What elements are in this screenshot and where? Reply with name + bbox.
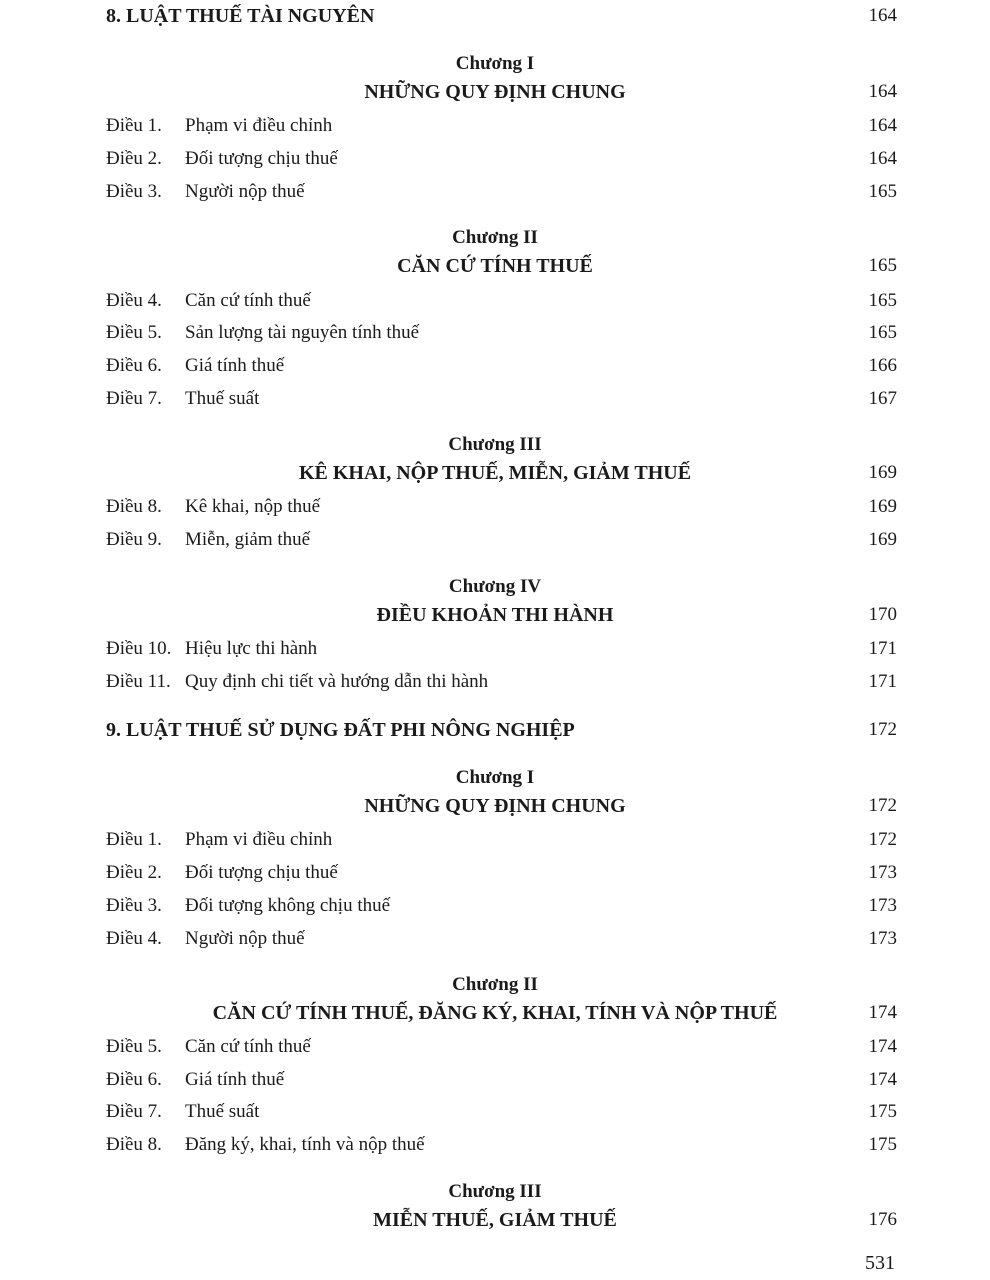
article-entry [0,144,990,174]
article-entry [0,1065,990,1095]
law-heading [0,715,990,745]
article-title: Phạm vi điều chỉnh [185,115,333,136]
article-title: Sản lượng tài nguyên tính thuế [185,322,420,343]
article-title: Đối tượng chịu thuế [185,862,338,883]
chapter-heading [0,998,990,1028]
article-label: Điều 3. [106,181,162,202]
chapter-label: Chương II [452,227,538,248]
page-ref: 165 [868,255,897,276]
page-ref: 172 [868,795,897,816]
page-ref: 165 [868,290,897,311]
page-ref: 172 [868,829,897,850]
article-title: Giá tính thuế [185,355,285,376]
law-heading [0,1,990,31]
page-ref: 173 [868,895,897,916]
page-ref: 165 [868,181,897,202]
page-ref: 171 [868,638,897,659]
chapter-title: NHỮNG QUY ĐỊNH CHUNG [364,795,626,817]
page-ref: 175 [868,1101,897,1122]
chapter-title: CĂN CỨ TÍNH THUẾ [397,255,593,277]
article-label: Điều 6. [106,355,162,376]
chapter-heading [0,600,990,630]
law-title: 9. LUẬT THUẾ SỬ DỤNG ĐẤT PHI NÔNG NGHIỆP [106,719,575,741]
article-title: Phạm vi điều chỉnh [185,829,333,850]
article-entry [0,1032,990,1062]
article-title: Hiệu lực thi hành [185,638,318,659]
chapter-heading [0,1205,990,1235]
chapter-title: KÊ KHAI, NỘP THUẾ, MIỄN, GIẢM THUẾ [298,462,692,484]
page-ref: 174 [868,1036,897,1057]
page-ref: 166 [868,355,897,376]
page-ref: 169 [868,496,897,517]
article-entry [0,318,990,348]
article-label: Điều 4. [106,928,162,949]
page-ref: 174 [868,1002,897,1023]
article-label: Điều 5. [106,322,162,343]
article-entry [0,667,990,697]
chapter-label: Chương I [455,767,535,788]
article-label: Điều 4. [106,290,162,311]
chapter-title: CĂN CỨ TÍNH THUẾ, ĐĂNG KÝ, KHAI, TÍNH VÀ NỘP THUẾ [212,1002,778,1024]
page-ref: 169 [868,462,897,483]
page-ref: 164 [868,115,897,136]
article-label: Điều 6. [106,1069,162,1090]
article-entry [0,924,990,954]
article-label: Điều 10. [106,638,172,659]
page-ref: 167 [868,388,897,409]
article-title: Căn cứ tính thuế [185,1036,311,1057]
chapter-title: NHỮNG QUY ĐỊNH CHUNG [364,81,626,103]
article-title: Người nộp thuế [185,928,305,949]
article-entry [0,1130,990,1160]
article-entry [0,525,990,555]
chapter-title: ĐIỀU KHOẢN THI HÀNH [376,604,614,626]
article-label: Điều 1. [106,115,162,136]
chapter-heading [0,791,990,821]
chapter-label: Chương II [452,974,538,995]
chapter-label: Chương I [455,53,535,74]
article-label: Điều 7. [106,388,162,409]
article-entry [0,384,990,414]
article-title: Căn cứ tính thuế [185,290,311,311]
chapter-label: Chương IV [448,576,542,597]
article-title: Kê khai, nộp thuế [185,496,321,517]
article-title: Thuế suất [185,388,260,409]
page-ref: 164 [868,81,897,102]
chapter-label: Chương III [448,434,542,455]
article-label: Điều 8. [106,1134,162,1155]
article-title: Đối tượng không chịu thuế [185,895,391,916]
chapter-title: MIỄN THUẾ, GIẢM THUẾ [373,1209,617,1231]
chapter-heading [0,458,990,488]
page-number: 531 [865,1252,895,1274]
article-label: Điều 7. [106,1101,162,1122]
article-entry [0,492,990,522]
article-entry [0,1097,990,1127]
page-ref: 173 [868,862,897,883]
article-entry [0,634,990,664]
chapter-label: Chương III [448,1181,542,1202]
page-ref: 176 [868,1209,897,1230]
article-entry [0,177,990,207]
article-label: Điều 2. [106,862,162,883]
page-ref: 174 [868,1069,897,1090]
article-title: Người nộp thuế [185,181,305,202]
article-title: Đối tượng chịu thuế [185,148,338,169]
page-ref: 172 [868,719,897,740]
article-label: Điều 8. [106,496,162,517]
page-ref: 170 [868,604,897,625]
page-ref: 164 [868,148,897,169]
article-title: Thuế suất [185,1101,260,1122]
chapter-heading [0,251,990,281]
article-entry [0,891,990,921]
article-label: Điều 11. [106,671,171,692]
page-ref: 169 [868,529,897,550]
article-entry [0,858,990,888]
page-ref: 164 [868,5,897,26]
article-label: Điều 5. [106,1036,162,1057]
page-ref: 165 [868,322,897,343]
article-entry [0,825,990,855]
article-label: Điều 9. [106,529,162,550]
chapter-heading [0,77,990,107]
page-ref: 171 [868,671,897,692]
page-ref: 173 [868,928,897,949]
article-label: Điều 2. [106,148,162,169]
article-title: Giá tính thuế [185,1069,285,1090]
article-label: Điều 1. [106,829,162,850]
article-title: Đăng ký, khai, tính và nộp thuế [185,1134,425,1155]
article-entry [0,351,990,381]
page-ref: 175 [868,1134,897,1155]
article-title: Miễn, giảm thuế [185,529,311,550]
article-label: Điều 3. [106,895,162,916]
article-title: Quy định chi tiết và hướng dẫn thi hành [185,671,489,692]
article-entry [0,286,990,316]
law-title: 8. LUẬT THUẾ TÀI NGUYÊN [106,5,375,27]
article-entry [0,111,990,141]
